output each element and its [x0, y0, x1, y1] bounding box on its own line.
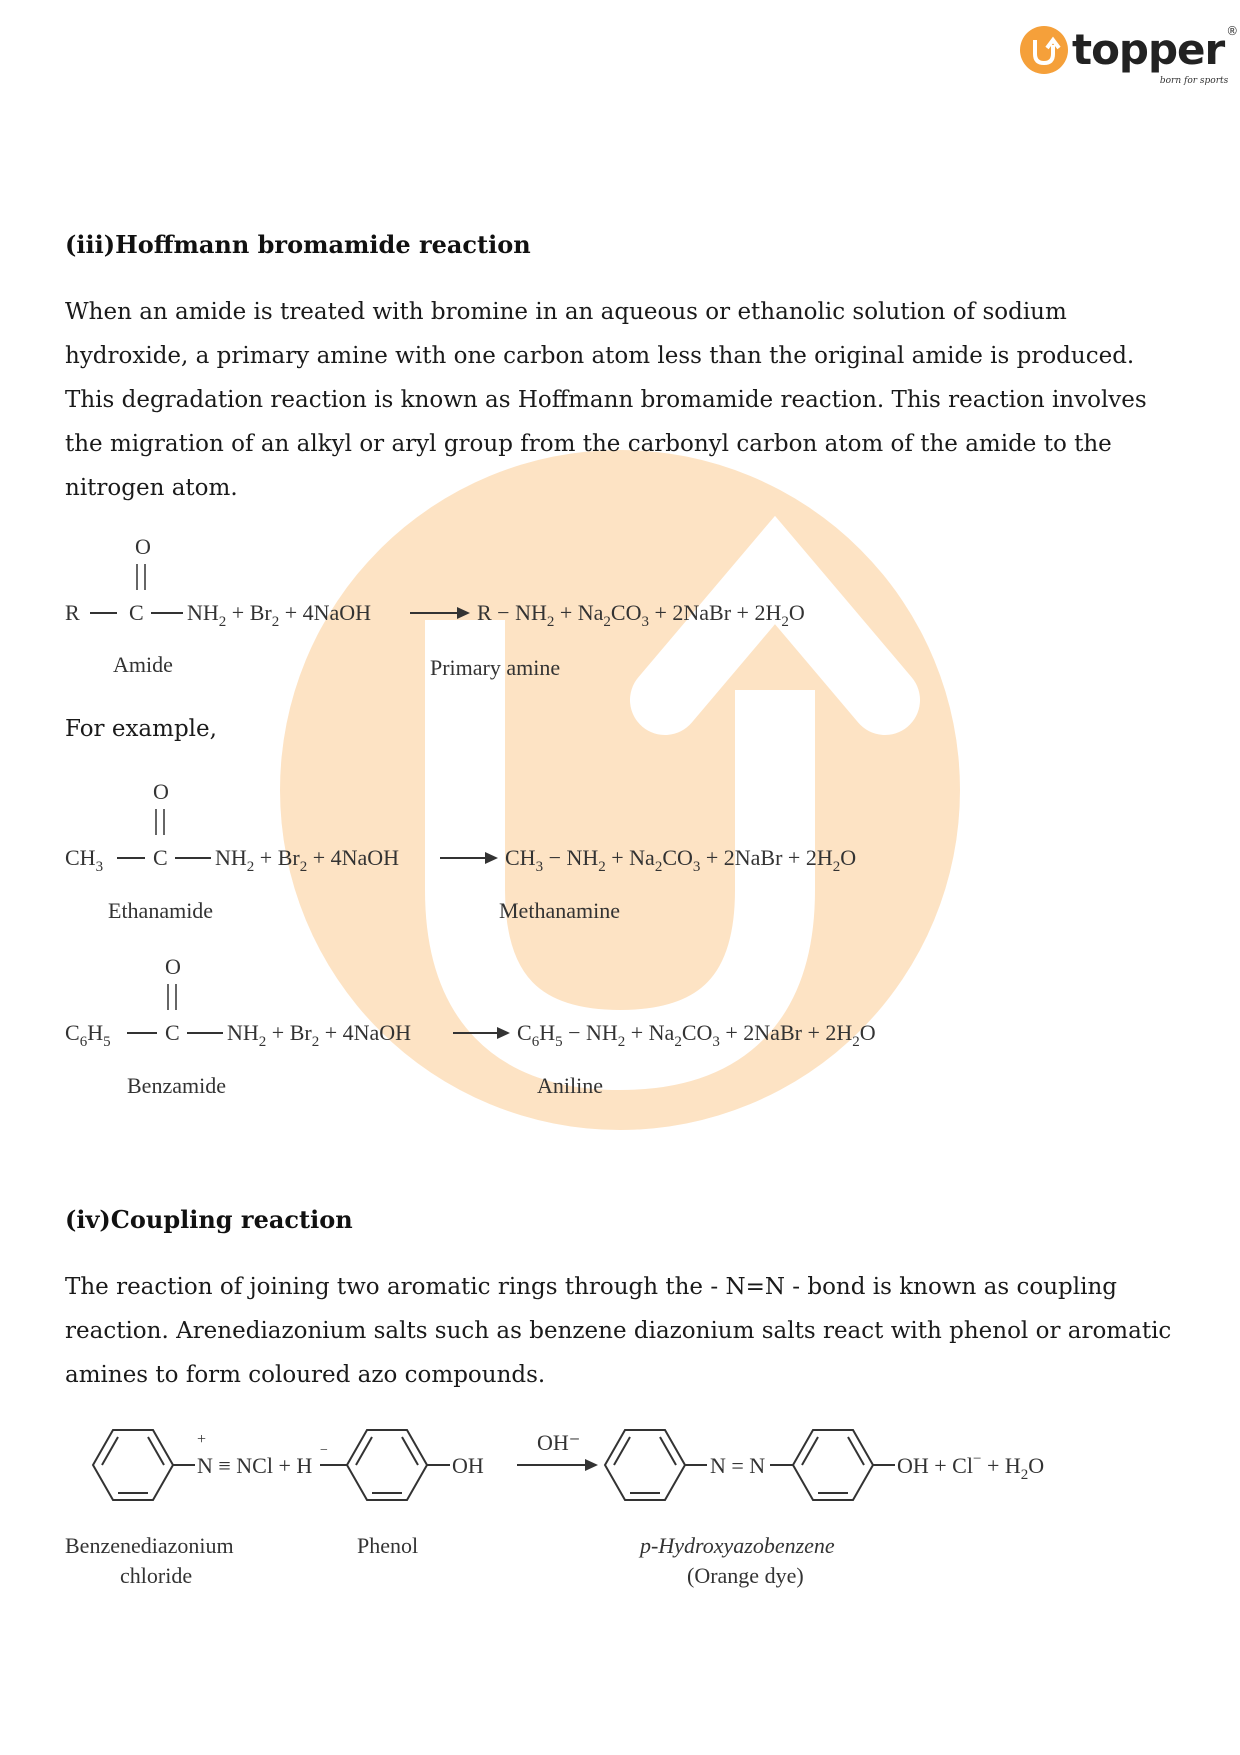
svg-text:OH⁻: OH⁻: [537, 1430, 581, 1455]
phenol-ring-icon: [347, 1430, 427, 1500]
svg-text:N = N: N = N: [710, 1453, 766, 1478]
label-p-hydroxyazobenzene: p-Hydroxyazobenzene: [640, 1533, 835, 1558]
label-methanamine: Methanamine: [499, 898, 620, 923]
section-heading-hoffmann: (iii)Hoffmann bromamide reaction: [65, 230, 531, 259]
svg-text:NH2 + Br2 + 4NaOH: $NH_2 + Br_2$ + 4NaOH: [227, 1020, 412, 1050]
hoffmann-example-ethanamide-equation: [65, 775, 965, 875]
label-benzamide: Benzamide: [127, 1073, 226, 1098]
azo-ring-left-icon: [605, 1430, 685, 1500]
svg-text:−: −: [320, 1443, 328, 1458]
label-amide: Amide: [113, 652, 173, 677]
svg-text:N ≡ NCl + H: N ≡ NCl + H: [197, 1453, 313, 1478]
label-primary-amine: Primary amine: [430, 655, 561, 680]
svg-text:C: C: [129, 600, 144, 625]
brand-logo: [1020, 24, 1239, 86]
svg-text:OH + Cl− + H2O: OH + $Cl^- + H_2O$: [897, 1451, 1045, 1483]
benzene-ring-icon: [93, 1430, 173, 1500]
svg-text:CH3 − NH2 + Na2CO3 + 2NaBr + 2: $CH_3 - NH_2 + Na_2CO_3$ + 2NaBr + $2H_2O$: [505, 845, 857, 875]
svg-text:O: O: [153, 779, 169, 804]
coupling-reaction-equation: [65, 1410, 1125, 1530]
azo-ring-right-icon: [793, 1430, 873, 1500]
label-orange-dye: (Orange dye): [687, 1563, 804, 1588]
registered-mark: ®: [1226, 24, 1239, 38]
hoffmann-paragraph: When an amide is treated with bromine in an aqueous or ethanolic solution of sodium hydroxide, a primary amine with one carbon atom less than the original amide is produced. This degradation reaction is known as Hoffmann bromamide reaction. This reaction involves the migration of an alkyl or aryl group from the carbonyl carbon atom of the amide to the nitrogen atom.: [65, 299, 1147, 501]
logo-tagline: born for sports: [1159, 76, 1229, 86]
svg-text:C6H5: $C_6H_5$: [65, 1020, 111, 1050]
svg-text:C: C: [165, 1020, 180, 1045]
svg-text:+: +: [197, 1431, 207, 1448]
example-intro: For example,: [65, 716, 217, 742]
svg-text:C: C: [153, 845, 168, 870]
logo-u-icon: [1020, 26, 1068, 74]
svg-text:OH: OH: [452, 1453, 484, 1478]
section-heading-coupling: (iv)Coupling reaction: [65, 1205, 353, 1234]
svg-text:O: O: [165, 954, 181, 979]
label-benzenediazonium: Benzenediazonium: [65, 1533, 234, 1558]
hoffmann-example-benzamide-equation: [65, 950, 965, 1050]
svg-text:R: R: [65, 600, 80, 625]
label-aniline: Aniline: [537, 1073, 603, 1098]
svg-text:CH3: $CH_3$: [65, 845, 104, 875]
label-phenol: Phenol: [357, 1533, 419, 1558]
svg-text:O: O: [135, 534, 151, 559]
coupling-paragraph: The reaction of joining two aromatic rings through the - N=N - bond is known as coupling reaction. Arenediazonium salts such as benzene diazonium salts react with phenol or aromatic amines to form coloured azo compounds.: [65, 1274, 1172, 1388]
label-chloride: chloride: [120, 1563, 193, 1588]
svg-text:NH2 + Br2 + 4NaOH: $NH_2 + Br_2$ + 4NaOH: [187, 600, 372, 630]
hoffmann-general-equation: [65, 530, 965, 630]
label-ethanamide: Ethanamide: [108, 898, 214, 923]
logo-wordmark: topper: [1072, 25, 1225, 74]
svg-text:C6H5 − NH2 + Na2CO3 + 2NaBr +: $C_6H_5 - NH_2 + Na_2CO_3$ + 2NaBr + $2H_2O$: [517, 1020, 876, 1050]
svg-text:R − NH2 + Na2CO3 + 2NaBr + 2H2: $R - NH_2 + Na_2CO_3$ + 2NaBr + $2H_2O$: [477, 600, 805, 630]
svg-text:NH2 + Br2 + 4NaOH: $NH_2 + Br_2$ + 4NaOH: [215, 845, 400, 875]
